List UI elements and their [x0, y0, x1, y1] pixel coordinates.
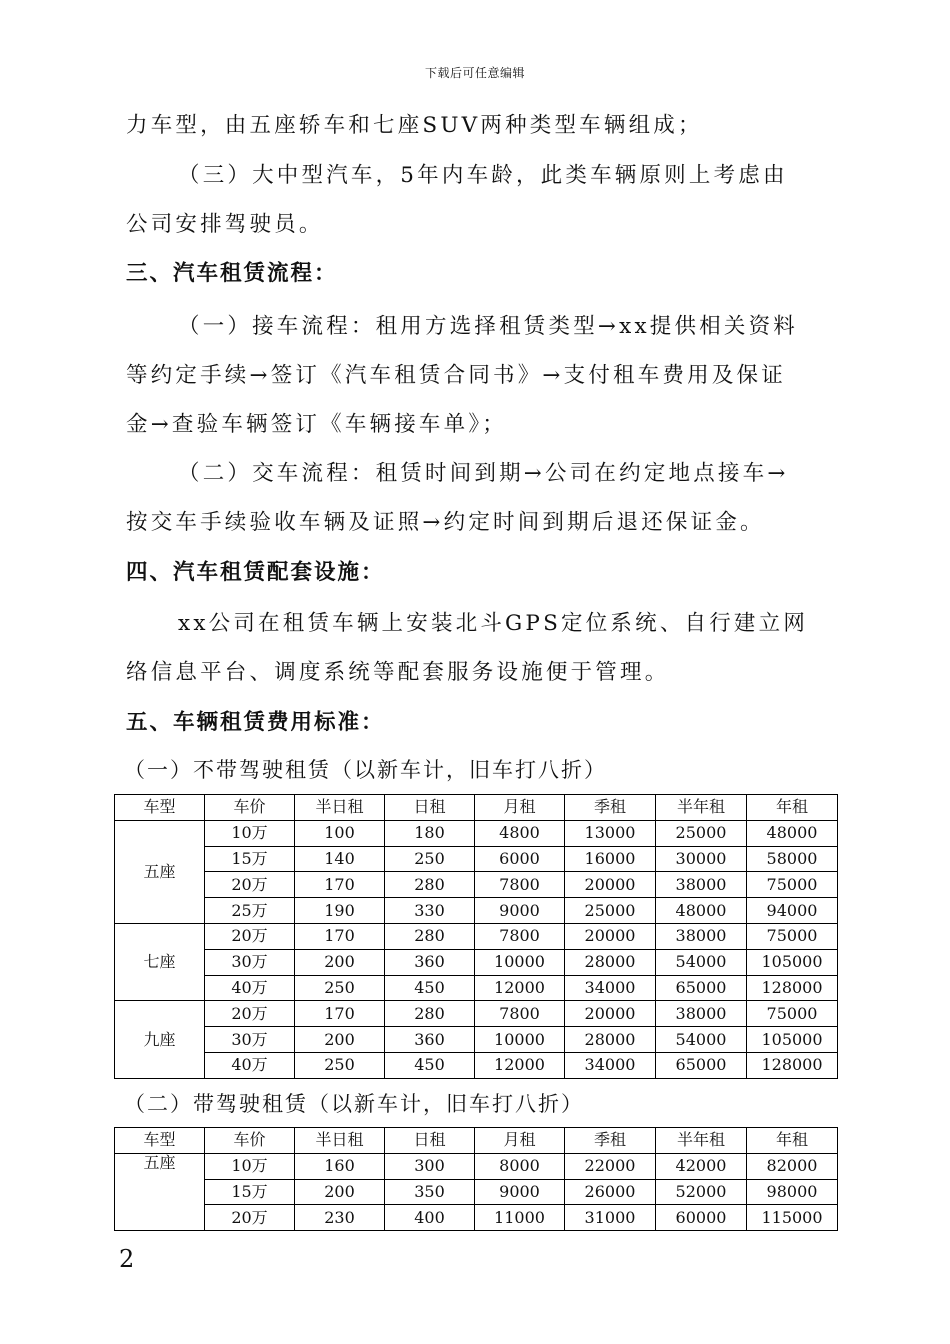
- table-cell: 20000: [565, 1001, 656, 1027]
- table-cell: 400: [385, 1205, 475, 1231]
- table-cell: 28000: [565, 1027, 656, 1053]
- table-cell: 75000: [747, 872, 838, 898]
- table-cell: 20万: [205, 923, 295, 949]
- table-cell: 11000: [475, 1205, 565, 1231]
- table-cell: 7800: [475, 923, 565, 949]
- table-row: [115, 1001, 838, 1027]
- table-cell: 250: [295, 1052, 385, 1078]
- table-row: [115, 975, 838, 1001]
- table-cell: 170: [295, 872, 385, 898]
- table-cell: 115000: [747, 1205, 838, 1231]
- table-cell: 34000: [565, 1052, 656, 1078]
- table-cell: 52000: [656, 1179, 747, 1205]
- table-cell: 280: [385, 923, 475, 949]
- section-heading: 四、汽车租赁配套设施：: [126, 560, 385, 585]
- table-cell: 16000: [565, 846, 656, 872]
- table-cell: 128000: [747, 1052, 838, 1078]
- body-line: 按交车手续验收车辆及证照→约定时间到期后退还保证金。: [126, 510, 765, 535]
- table-cell: 190: [295, 898, 385, 924]
- table-cell: 20万: [205, 1001, 295, 1027]
- header-cell: 季租: [565, 1128, 656, 1154]
- table-cell: 200: [295, 949, 385, 975]
- table-cell: 6000: [475, 846, 565, 872]
- table-cell: 9000: [475, 898, 565, 924]
- body-line: （二）交车流程：租赁时间到期→公司在约定地点接车→: [178, 461, 789, 486]
- table-cell: 26000: [565, 1179, 656, 1205]
- header-cell: 年租: [747, 1128, 838, 1154]
- table-cell: 10000: [475, 949, 565, 975]
- table-cell: 10000: [475, 1027, 565, 1053]
- table-cell: 7800: [475, 872, 565, 898]
- header-cell: 车价: [205, 1128, 295, 1154]
- table-cell: 15万: [205, 1179, 295, 1205]
- header-cell: 半年租: [656, 795, 747, 821]
- table-cell: 20万: [205, 872, 295, 898]
- body-line: 公司安排驾驶员。: [126, 212, 324, 237]
- table-row: [115, 923, 838, 949]
- table-cell: 170: [295, 923, 385, 949]
- table-row: [115, 820, 838, 846]
- table-cell: 42000: [656, 1153, 747, 1179]
- header-cell: 日租: [385, 795, 475, 821]
- body-line: （一）接车流程：租用方选择租赁类型→xx提供相关资料: [178, 314, 798, 339]
- page-header: 下载后可任意编辑: [424, 66, 525, 80]
- vehicle-type-cell: 五座: [115, 820, 205, 923]
- table-cell: 300: [385, 1153, 475, 1179]
- table-cell: 75000: [747, 1001, 838, 1027]
- table-cell: 28000: [565, 949, 656, 975]
- page-number: 2: [119, 1245, 135, 1273]
- body-line: 力车型，由五座轿车和七座SUV两种类型车辆组成；: [126, 113, 703, 138]
- vehicle-type-cell: 五座: [115, 1153, 205, 1230]
- table-cell: 360: [385, 1027, 475, 1053]
- table-cell: 330: [385, 898, 475, 924]
- table-cell: 200: [295, 1027, 385, 1053]
- table-row: [115, 1205, 838, 1231]
- rental-table-no-driver: [114, 794, 838, 1079]
- table-cell: 250: [385, 846, 475, 872]
- table-cell: 8000: [475, 1153, 565, 1179]
- table-cell: 13000: [565, 820, 656, 846]
- table-cell: 12000: [475, 975, 565, 1001]
- table-cell: 7800: [475, 1001, 565, 1027]
- table-cell: 160: [295, 1153, 385, 1179]
- table-row: [115, 1153, 838, 1179]
- header-cell: 半日租: [295, 1128, 385, 1154]
- table-cell: 82000: [747, 1153, 838, 1179]
- table-row: [115, 898, 838, 924]
- section-heading: 五、车辆租赁费用标准：: [126, 710, 385, 735]
- table-cell: 10万: [205, 1153, 295, 1179]
- table-cell: 30000: [656, 846, 747, 872]
- table-cell: 65000: [656, 975, 747, 1001]
- header-cell: 车型: [115, 795, 205, 821]
- section-heading: 三、汽车租赁流程：: [126, 261, 338, 286]
- table-cell: 128000: [747, 975, 838, 1001]
- table-cell: 60000: [656, 1205, 747, 1231]
- table-cell: 22000: [565, 1153, 656, 1179]
- table-row: [115, 872, 838, 898]
- table-cell: 100: [295, 820, 385, 846]
- table-cell: 94000: [747, 898, 838, 924]
- table-cell: 450: [385, 1052, 475, 1078]
- table-cell: 280: [385, 1001, 475, 1027]
- header-cell: 日租: [385, 1128, 475, 1154]
- table-cell: 34000: [565, 975, 656, 1001]
- table-row: [115, 1179, 838, 1205]
- table-cell: 4800: [475, 820, 565, 846]
- table-cell: 48000: [656, 898, 747, 924]
- vehicle-type-cell: 七座: [115, 923, 205, 1000]
- table-cell: 48000: [747, 820, 838, 846]
- table-cell: 98000: [747, 1179, 838, 1205]
- table-cell: 360: [385, 949, 475, 975]
- table-row: [115, 1052, 838, 1078]
- table-cell: 75000: [747, 923, 838, 949]
- table-cell: 65000: [656, 1052, 747, 1078]
- header-cell: 半日租: [295, 795, 385, 821]
- table-cell: 38000: [656, 923, 747, 949]
- table-cell: 25万: [205, 898, 295, 924]
- rental-table-with-driver: [114, 1127, 838, 1231]
- header-cell: 半年租: [656, 1128, 747, 1154]
- header-cell: 季租: [565, 795, 656, 821]
- header-cell: 月租: [475, 795, 565, 821]
- table-caption: （二）带驾驶租赁（以新车计，旧车打八折）: [124, 1092, 584, 1116]
- table-cell: 20万: [205, 1205, 295, 1231]
- table-cell: 15万: [205, 846, 295, 872]
- table-header-row: [115, 1128, 838, 1154]
- table-cell: 25000: [656, 820, 747, 846]
- table-cell: 40万: [205, 1052, 295, 1078]
- body-line: 络信息平台、调度系统等配套服务设施便于管理。: [126, 660, 670, 685]
- table-cell: 170: [295, 1001, 385, 1027]
- header-cell: 月租: [475, 1128, 565, 1154]
- table-cell: 140: [295, 846, 385, 872]
- table-cell: 30万: [205, 949, 295, 975]
- table-cell: 12000: [475, 1052, 565, 1078]
- table-row: [115, 949, 838, 975]
- body-line: 等约定手续→签订《汽车租赁合同书》→支付租车费用及保证: [126, 363, 786, 388]
- header-cell: 车价: [205, 795, 295, 821]
- body-line: （三）大中型汽车，5年内车龄，此类车辆原则上考虑由: [178, 163, 788, 188]
- table-cell: 450: [385, 975, 475, 1001]
- table-cell: 230: [295, 1205, 385, 1231]
- table-row: [115, 1027, 838, 1053]
- body-line: xx公司在租赁车辆上安装北斗GPS定位系统、自行建立网: [178, 611, 809, 636]
- table-cell: 200: [295, 1179, 385, 1205]
- table-cell: 350: [385, 1179, 475, 1205]
- header-cell: 车型: [115, 1128, 205, 1154]
- table-cell: 25000: [565, 898, 656, 924]
- table-row: [115, 846, 838, 872]
- table-cell: 250: [295, 975, 385, 1001]
- table-cell: 9000: [475, 1179, 565, 1205]
- table-cell: 280: [385, 872, 475, 898]
- body-line: 金→查验车辆签订《车辆接车单》；: [126, 412, 507, 437]
- vehicle-type-cell: 九座: [115, 1001, 205, 1078]
- table-cell: 105000: [747, 1027, 838, 1053]
- table-cell: 58000: [747, 846, 838, 872]
- table-cell: 20000: [565, 923, 656, 949]
- table-cell: 54000: [656, 1027, 747, 1053]
- table-cell: 20000: [565, 872, 656, 898]
- table-cell: 40万: [205, 975, 295, 1001]
- table-cell: 30万: [205, 1027, 295, 1053]
- table-caption: （一）不带驾驶租赁（以新车计，旧车打八折）: [124, 758, 607, 782]
- table-header-row: [115, 795, 838, 821]
- header-cell: 年租: [747, 795, 838, 821]
- table-cell: 180: [385, 820, 475, 846]
- table-cell: 38000: [656, 872, 747, 898]
- table-cell: 38000: [656, 1001, 747, 1027]
- table-cell: 54000: [656, 949, 747, 975]
- table-cell: 105000: [747, 949, 838, 975]
- table-cell: 31000: [565, 1205, 656, 1231]
- table-cell: 10万: [205, 820, 295, 846]
